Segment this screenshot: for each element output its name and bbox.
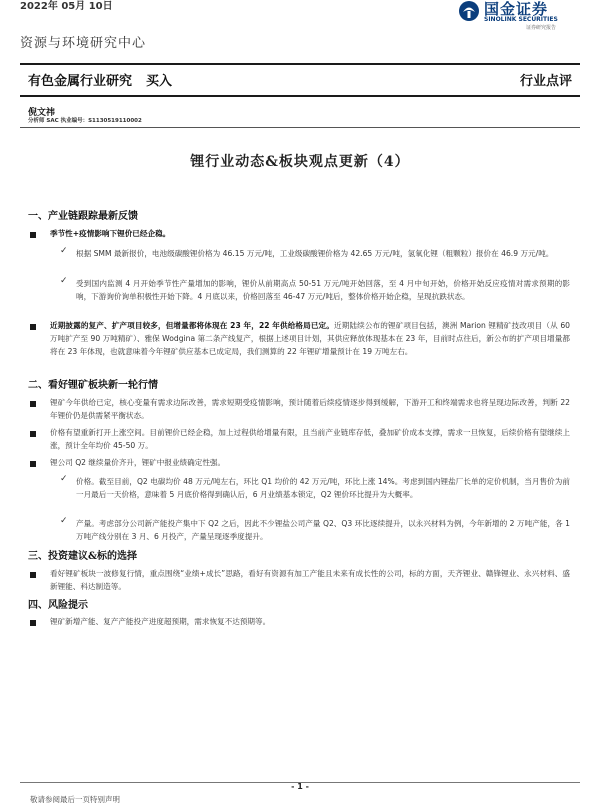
analyst-name: 倪文祎 <box>28 108 56 118</box>
paragraph <box>76 277 570 303</box>
bullet-marker <box>30 461 36 467</box>
paragraph <box>76 247 570 260</box>
section-heading: 三、投资建议&标的选择 <box>28 551 138 562</box>
paragraph-text: 价格。截至目前，Q2 电碳均价 48 万元/吨左右，环比 Q1 均价的 42 万元/吨，环比上涨 14%。考虑到国内锂盐厂长单的定价机制，当月售价为前一月最后一天价格，意味着 5 月底价格得到确认后，6 月业绩基本锁定，Q2 锂价环比提升为大概率。 <box>76 477 570 499</box>
paragraph-text: 锂公司 Q2 继续量价齐升，锂矿中报业绩确定性强。 <box>50 458 226 467</box>
check-icon: ✓ <box>60 474 68 484</box>
paragraph-text: 看好锂矿板块一波修复行情，重点围绕“业绩+成长”思路，看好有资源有加工产能且未来有成长性的公司，标的方面，天齐锂业、赣锋锂业、永兴材料、盛新锂能、科达制造等。 <box>50 569 570 591</box>
bullet-marker <box>30 232 36 238</box>
footer-disclaimer: 敬请参阅最后一页特别声明 <box>30 795 120 804</box>
paragraph-text: 锂矿今年供给已定，核心变量有需求边际改善，需求短期受疫情影响，预计随着后续疫情逐步得到缓解，下游开工和终端需求也将呈现边际改善，判断 22 年锂价仍是供需紧平衡状态。 <box>50 398 570 420</box>
header-rule-top <box>20 63 580 65</box>
paragraph-text: 受到国内监测 4 月开始季节性产量增加的影响，锂价从前期高点 50-51 万元/吨开始回落，至 4 月中旬开始，价格开始反应疫情对需求预期的影响，下游询价询单积极性开始下降。4 月底以来，价格回落至 46-47 万元/吨后，整体价格开始企稳，呈现抗跌状态。 <box>76 279 570 301</box>
paragraph <box>50 426 570 452</box>
bullet-marker <box>30 431 36 437</box>
bullet-marker <box>30 572 36 578</box>
paragraph-text: 锂矿新增产能、复产产能投产进度超预期，需求恢复不达预期等。 <box>50 617 271 626</box>
paragraph-text: 产量。考虑部分公司新产能投产集中下 Q2 之后，因此不少锂盐公司产量 Q2、Q3 环比逐续提升，以永兴材料为例，今年新增的 2 万吨产能，各 1 万吨产线分别在 3 月、6 月投产，产量呈现逐季度提升。 <box>76 519 570 541</box>
bullet-heading: 季节性+疫情影响下锂价已经企稳。 <box>50 229 171 238</box>
header-rule-bottom <box>20 95 580 97</box>
paragraph-text: 近期陆续公布的锂矿项目包括，澳洲 Marion 锂精矿技改项目（从 60 万吨扩产至 90 万吨精矿）、雅保 Wodgina 第二条产线复产，根据上述项目计划，其供应释放体现基本在 23 年，目前时点往后，新公布的扩产项目增量都将在 23 年体现，也就意味着今年锂矿供应基本已成定局，我们测算的 22 年锂矿增量预计在 19 万吨左右。 <box>50 321 570 356</box>
paragraph <box>50 615 570 628</box>
paragraph <box>76 475 570 501</box>
sinolink-logo <box>458 0 578 32</box>
check-icon: ✓ <box>60 516 68 526</box>
analyst-cert: 分析师 SAC 执业编号：S1130519110002 <box>28 118 142 124</box>
paragraph <box>50 396 570 422</box>
analyst-rule <box>20 127 580 128</box>
industry-label: 有色金属行业研究 <box>28 74 133 89</box>
bullet-marker <box>30 401 36 407</box>
paragraph-text: 价格有望重新打开上涨空间。目前锂价已经企稳，加上过程供给增量有限，且当前产业链库存低，叠加矿价成本支撑，需求一旦恢复，后续价格有望继续上涨，预计全年均价 45-50 万。 <box>50 428 570 450</box>
section-heading: 四、风险提示 <box>28 600 88 611</box>
paragraph <box>50 227 570 240</box>
paragraph <box>50 567 570 593</box>
logo-subtext: 证券研究报告 <box>526 25 557 31</box>
industry-heading <box>28 70 172 89</box>
report-title: 锂行业动态&板块观点更新（4） <box>190 154 410 170</box>
paragraph-text: 根据 SMM 最新报价，电池级碳酸锂价格为 46.15 万元/吨，工业级碳酸锂价格为 42.65 万元/吨，氢氧化锂（粗颗粒）报价在 46.9 万元/吨。 <box>76 249 554 258</box>
bullet-marker <box>30 324 36 330</box>
page-number: - 1 - <box>291 782 309 791</box>
rating-label: 买入 <box>146 74 173 89</box>
report-date: 2022年 05月 10日 <box>20 1 113 12</box>
research-center: 资源与环境研究中心 <box>20 36 147 51</box>
paragraph <box>50 456 570 469</box>
check-icon: ✓ <box>60 246 68 256</box>
bullet-heading: 近期披露的复产、扩产项目较多，但增量都将体现在 23 年，22 年供给格局已定。 <box>50 321 334 330</box>
logo-text-en: SINOLINK SECURITIES <box>484 16 558 23</box>
check-icon: ✓ <box>60 276 68 286</box>
section-heading: 一、产业链跟踪最新反馈 <box>28 211 138 222</box>
section-heading: 二、看好锂矿板块新一轮行情 <box>28 380 158 391</box>
paragraph <box>76 517 570 543</box>
logo-text-cn: 国金证券 <box>484 0 549 18</box>
logo-mark-icon <box>458 0 480 22</box>
report-type: 行业点评 <box>519 74 572 89</box>
paragraph <box>50 319 570 358</box>
bullet-marker <box>30 620 36 626</box>
